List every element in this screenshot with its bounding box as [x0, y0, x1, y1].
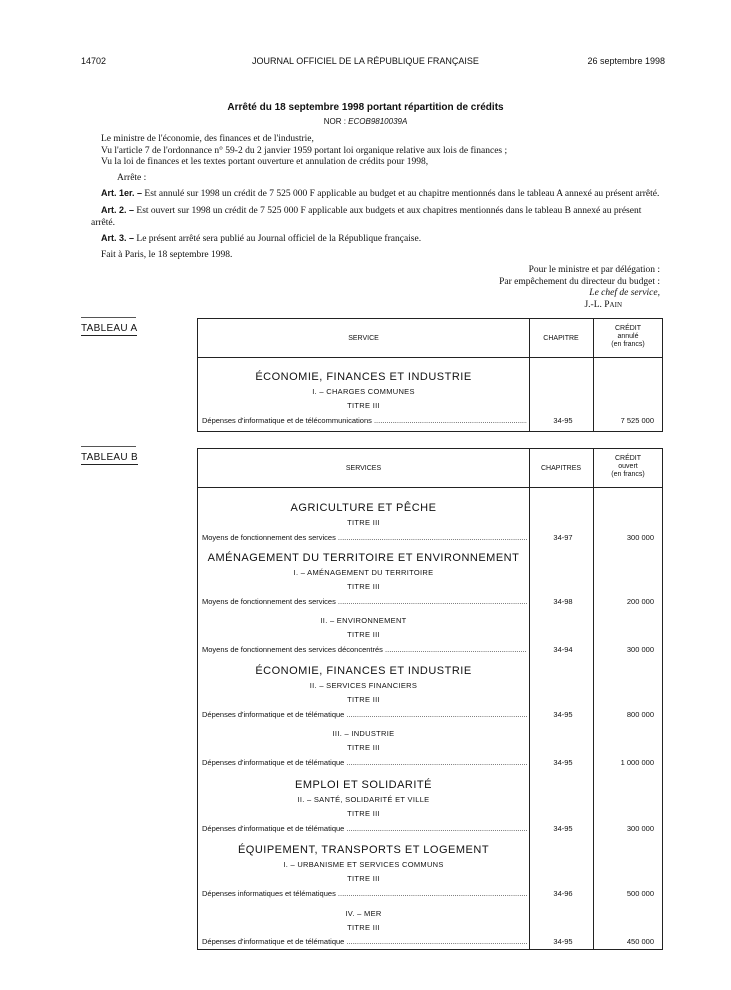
col-header-services: SERVICES [345, 465, 382, 472]
row-label: Moyens de fonctionnement des services ..... [202, 597, 527, 606]
col-header-chapitre: CHAPITRE [543, 335, 579, 342]
col-header-credit: CRÉDIT annulé (en francs) [611, 325, 645, 348]
article-label: Art. 2. – [101, 204, 135, 215]
row-chapitre: 34-95 [553, 937, 573, 946]
signature-line: Par empêchement du directeur du budget : [499, 276, 660, 287]
section-heading: II. – SERVICES FINANCIERS [309, 681, 418, 690]
preamble-line: Vu la loi de finances et les textes portant ouverture et annulation de crédits pour 1998, [101, 157, 429, 168]
signature-line: Pour le ministre et par délégation : [528, 265, 660, 275]
article-text: Le présent arrêté sera publié au Journal officiel de la République française. [136, 234, 422, 245]
tableau-b-label: TABLEAU B [81, 452, 138, 463]
col-header-service: SERVICE [348, 335, 379, 342]
row-value: 500 000 [626, 889, 654, 898]
row-chapitre: 34-95 [553, 710, 573, 719]
article-label: Art. 1er. – [101, 188, 143, 199]
ministry-heading: ÉCONOMIE, FINANCES ET INDUSTRIE [255, 371, 472, 383]
row-label: Dépenses informatiques et télématiques ..... [202, 889, 527, 898]
row-value: 200 000 [626, 597, 654, 606]
ministry-heading: AMÉNAGEMENT DU TERRITOIRE ET ENVIRONNEMENT [207, 552, 520, 564]
titre-heading: TITRE III [347, 518, 380, 527]
titre-heading: TITRE III [347, 401, 380, 410]
row-label: Dépenses d'informatique et de télématique ..... [202, 937, 527, 946]
nor-reference [0, 117, 731, 126]
titre-heading: TITRE III [347, 923, 380, 932]
row-label: Dépenses d'informatique et de télématique ..... [202, 758, 527, 767]
titre-heading: TITRE III [347, 874, 380, 883]
nor-label: NOR : [323, 117, 346, 126]
row-label: Dépenses d'informatique et de télématique ..... [202, 710, 527, 719]
section-heading: III. – INDUSTRIE [332, 729, 395, 738]
ministry-heading: ÉQUIPEMENT, TRANSPORTS ET LOGEMENT [237, 844, 490, 856]
article-label: Art. 3. – [101, 233, 135, 244]
preamble-line: Vu l'article 7 de l'ordonnance n° 59-2 du 2 janvier 1959 portant loi organique relative aux lois de finances ; [101, 145, 508, 156]
preamble-line: Le ministre de l'économie, des finances et de l'industrie, [101, 134, 314, 144]
row-chapitre: 34-96 [553, 889, 573, 898]
row-chapitre: 34-97 [553, 533, 573, 542]
ministry-heading: AGRICULTURE ET PÊCHE [290, 502, 437, 514]
row-value: 300 000 [626, 533, 654, 542]
article-text: Est annulé sur 1998 un crédit de 7 525 000 F applicable au budget et au chapitre mentionnés dans le tableau A annexé au présent arrêté. [144, 189, 660, 200]
tableau-a-label: TABLEAU A [81, 323, 138, 334]
publication-date: 26 septembre 1998 [587, 56, 665, 66]
row-chapitre: 34-94 [553, 645, 573, 654]
arrete-body [91, 134, 665, 261]
nor-code: ECOB9810039A [348, 117, 408, 126]
ministry-heading: ÉCONOMIE, FINANCES ET INDUSTRIE [255, 665, 472, 677]
journal-title: JOURNAL OFFICIEL DE LA RÉPUBLIQUE FRANÇAISE [252, 56, 479, 66]
section-heading: I. – AMÉNAGEMENT DU TERRITOIRE [293, 568, 434, 577]
section-heading: IV. – MER [345, 909, 382, 918]
col-header-credit: CRÉDIT ouvert (en francs) [611, 455, 645, 478]
section-heading: II. – SANTÉ, SOLIDARITÉ ET VILLE [297, 795, 430, 804]
row-chapitre: 34-98 [553, 597, 573, 606]
titre-heading: TITRE III [347, 630, 380, 639]
row-chapitre: 34-95 [553, 416, 573, 425]
tableau-b [197, 448, 663, 950]
signature-role: Le chef de service, [589, 288, 660, 298]
row-value: 300 000 [626, 645, 654, 654]
row-value: 800 000 [626, 710, 654, 719]
signature-block [360, 265, 660, 311]
row-value: 300 000 [626, 824, 654, 833]
page-number: 14702 [81, 56, 107, 66]
titre-heading: TITRE III [347, 743, 380, 752]
article-3 [91, 233, 665, 246]
row-value: 1 000 000 [620, 758, 654, 767]
article-2 [91, 205, 665, 229]
arrete-word: Arrête : [117, 172, 147, 183]
row-value: 450 000 [626, 937, 654, 946]
article-1 [91, 188, 665, 201]
titre-heading: TITRE III [347, 695, 380, 704]
tableau-a [197, 318, 663, 432]
section-heading: I. – CHARGES COMMUNES [312, 387, 415, 396]
arrete-title: Arrêté du 18 septembre 1998 portant répartition de crédits [227, 102, 504, 113]
signature-name: J.-L. Pain [584, 299, 622, 310]
col-header-chapitres: CHAPITRES [540, 465, 582, 472]
row-label: Dépenses d'informatique et de télécommunications ..... [202, 416, 527, 425]
done-at: Fait à Paris, le 18 septembre 1998. [101, 249, 233, 260]
ministry-heading: EMPLOI ET SOLIDARITÉ [295, 779, 432, 791]
row-value: 7 525 000 [620, 416, 654, 425]
section-heading: II. – ENVIRONNEMENT [320, 616, 407, 625]
row-chapitre: 34-95 [553, 824, 573, 833]
article-text: Est ouvert sur 1998 un crédit de 7 525 000 F applicable aux budgets et aux chapitres mentionnés dans le tableau B annexé au présent arrêté. [91, 205, 642, 228]
row-label: Dépenses d'informatique et de télématique ..... [202, 824, 527, 833]
titre-heading: TITRE III [347, 809, 380, 818]
row-label: Moyens de fonctionnement des services ..... [202, 533, 527, 542]
section-heading: I. – URBANISME ET SERVICES COMMUNS [283, 860, 444, 869]
row-chapitre: 34-95 [553, 758, 573, 767]
row-label: Moyens de fonctionnement des services déconcentrés ..... [202, 645, 527, 654]
titre-heading: TITRE III [347, 582, 380, 591]
